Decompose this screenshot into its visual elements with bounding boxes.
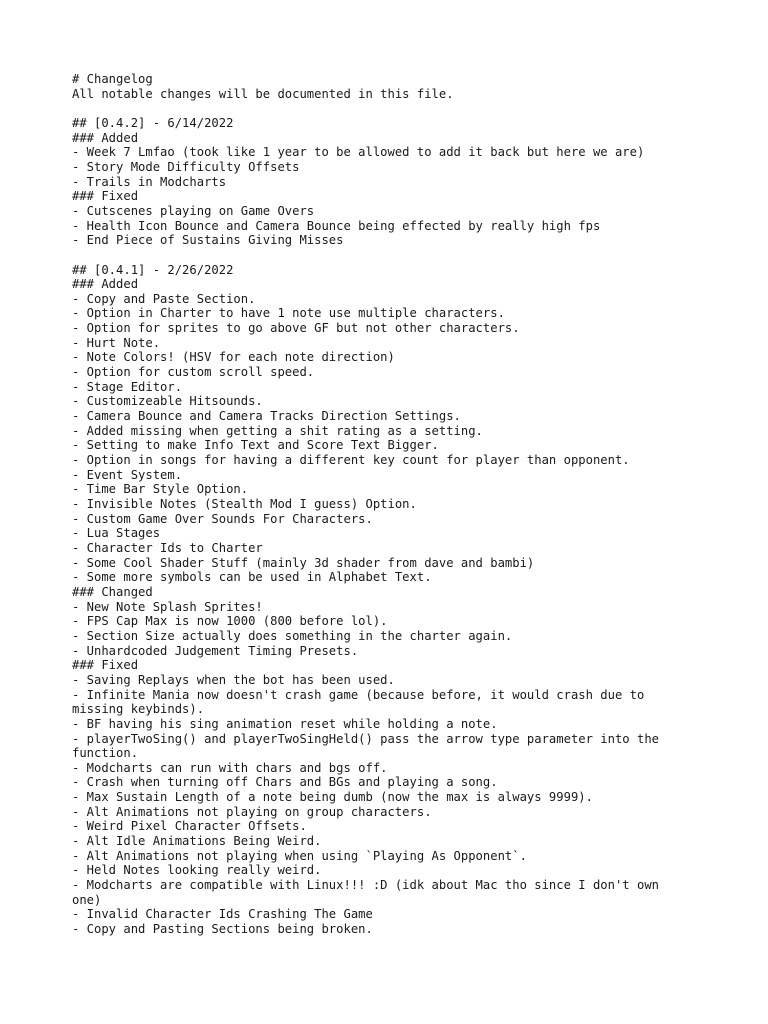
subsection-heading: ### Changed: [72, 584, 153, 599]
list-item: - Some Cool Shader Stuff (mainly 3d shader from dave and bambi): [72, 555, 535, 570]
version-heading: ## [0.4.1] - 2/26/2022: [72, 262, 234, 277]
list-item: - Crash when turning off Chars and BGs and playing a song.: [72, 775, 498, 790]
list-item: - Alt Animations not playing when using `Playing As Opponent`.: [72, 848, 527, 863]
list-item: - Section Size actually does something in the charter again.: [72, 628, 513, 643]
list-item: - Time Bar Style Option.: [72, 482, 249, 497]
list-item: - Custom Game Over Sounds For Characters.: [72, 511, 373, 526]
list-item: - Modcharts are compatible with Linux!!! :D (idk about Mac tho since I don't own: [72, 878, 659, 893]
list-item: - Modcharts can run with chars and bgs off.: [72, 760, 388, 775]
list-item: - Stage Editor.: [72, 379, 183, 394]
blank-line: [72, 101, 692, 116]
changelog-document: [72, 72, 692, 937]
list-item: - Added missing when getting a shit rating as a setting.: [72, 423, 483, 438]
list-item: - Alt Animations not playing on group characters.: [72, 804, 432, 819]
list-item: - Week 7 Lmfao (took like 1 year to be allowed to add it back but here we are): [72, 145, 645, 160]
subsection-heading: ### Fixed: [72, 658, 139, 673]
list-item: - Hurt Note.: [72, 335, 161, 350]
list-item: - Option for sprites to go above GF but not other characters.: [72, 321, 520, 336]
list-item: - Invalid Character Ids Crashing The Game: [72, 907, 373, 922]
list-item: - Some more symbols can be used in Alphabet Text.: [72, 570, 432, 585]
list-item: - Option in songs for having a different key count for player than opponent.: [72, 453, 630, 468]
subsection-heading: ### Added: [72, 277, 139, 292]
list-item: - Lua Stages: [72, 526, 161, 541]
text-line: All notable changes will be documented in this file.: [72, 86, 454, 101]
subsection-heading: ### Fixed: [72, 189, 139, 204]
list-item: - Trails in Modcharts: [72, 174, 227, 189]
list-item: - Invisible Notes (Stealth Mod I guess) Option.: [72, 497, 417, 511]
list-item: - Note Colors! (HSV for each note direction): [72, 350, 395, 365]
list-item: - Story Mode Difficulty Offsets: [72, 159, 300, 174]
list-item: - Camera Bounce and Camera Tracks Direction Settings.: [72, 409, 461, 424]
list-item: - New Note Splash Sprites!: [72, 599, 263, 614]
list-item: - BF having his sing animation reset while holding a note.: [72, 716, 498, 731]
list-item: - Weird Pixel Character Offsets.: [72, 819, 307, 834]
list-item: - Infinite Mania now doesn't crash game (because before, it would crash due to: [72, 687, 645, 702]
list-item: - Health Icon Bounce and Camera Bounce being effected by really high fps: [72, 218, 601, 233]
list-item: - Character Ids to Charter: [72, 540, 263, 555]
list-item: - Unhardcoded Judgement Timing Presets.: [72, 643, 359, 658]
list-item: - Option for custom scroll speed.: [72, 365, 315, 380]
list-item: - End Piece of Sustains Giving Misses: [72, 233, 344, 248]
text-line: one): [72, 892, 102, 907]
text-line: missing keybinds).: [72, 702, 205, 717]
list-item: - Event System.: [72, 467, 183, 482]
list-item: - Alt Idle Animations Being Weird.: [72, 834, 322, 849]
list-item: - Max Sustain Length of a note being dumb (now the max is always 9999).: [72, 790, 593, 805]
list-item: - playerTwoSing() and playerTwoSingHeld() pass the arrow type parameter into the: [72, 731, 659, 746]
list-item: - Setting to make Info Text and Score Text Bigger.: [72, 438, 439, 453]
blank-line: [72, 248, 692, 263]
list-item: - Customizeable Hitsounds.: [72, 394, 263, 409]
text-line: function.: [72, 746, 139, 761]
document-title: # Changelog: [72, 72, 153, 86]
subsection-heading: ### Added: [72, 130, 139, 145]
version-heading: ## [0.4.2] - 6/14/2022: [72, 115, 234, 130]
list-item: - Copy and Pasting Sections being broken.: [72, 922, 373, 937]
list-item: - Saving Replays when the bot has been used.: [72, 672, 395, 687]
list-item: - FPS Cap Max is now 1000 (800 before lol).: [72, 614, 388, 629]
list-item: - Held Notes looking really weird.: [72, 863, 322, 878]
list-item: - Copy and Paste Section.: [72, 291, 256, 306]
list-item: - Option in Charter to have 1 note use multiple characters.: [72, 306, 505, 321]
list-item: - Cutscenes playing on Game Overs: [72, 203, 315, 218]
